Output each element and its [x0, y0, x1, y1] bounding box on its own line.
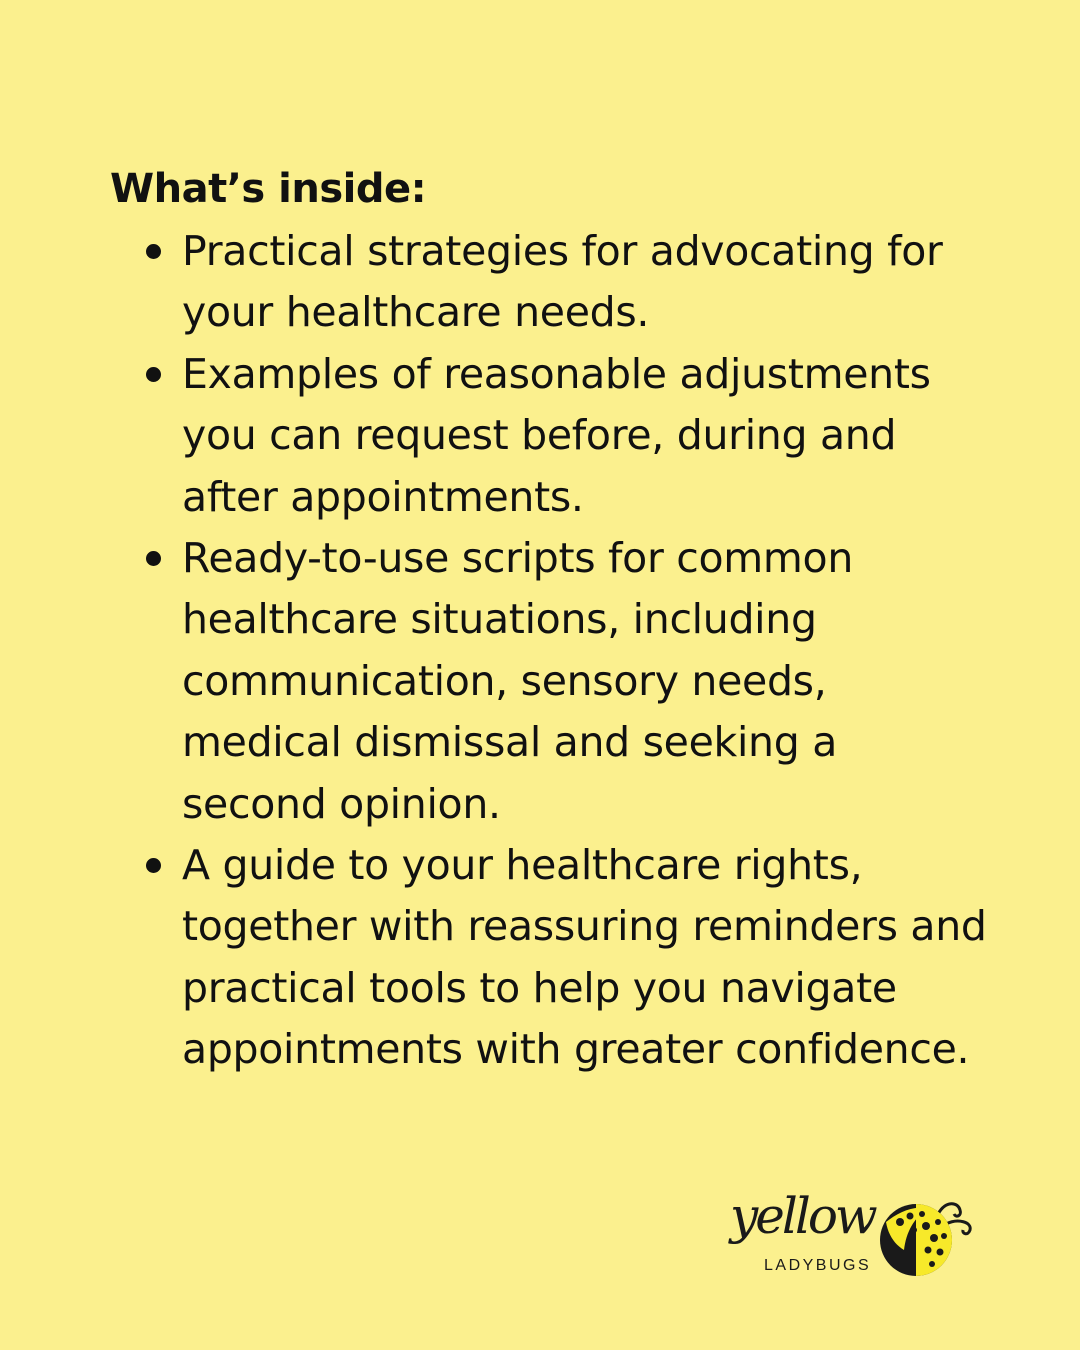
yellow-ladybugs-logo	[726, 1187, 976, 1284]
section-heading: What’s inside:	[110, 166, 427, 212]
logo-wordmark: yellow	[730, 1187, 875, 1245]
ladybug-icon	[876, 1192, 976, 1282]
bullet-list	[110, 221, 990, 1081]
list-item	[110, 835, 990, 1081]
bullet-icon	[146, 551, 161, 566]
list-item-text: A guide to your healthcare rights, together with reassuring reminders and practical tools to help you navigate appointments with greater confidence.	[182, 841, 987, 1074]
content-block	[110, 163, 990, 1081]
list-item	[110, 221, 990, 344]
list-item-text: Examples of reasonable adjustments you can request before, during and after appointments.	[182, 349, 931, 521]
bullet-icon	[146, 367, 161, 382]
list-item	[110, 528, 990, 835]
bullet-icon	[146, 244, 161, 259]
bullet-icon	[146, 858, 161, 873]
list-item-text: Ready-to-use scripts for common healthcare situations, including communication, sensory needs, medical dismissal and seeking a second opinion.	[182, 534, 854, 828]
list-item-text: Practical strategies for advocating for your healthcare needs.	[182, 227, 943, 337]
list-item	[110, 344, 990, 528]
logo-subtitle: LADYBUGS	[764, 1257, 872, 1274]
